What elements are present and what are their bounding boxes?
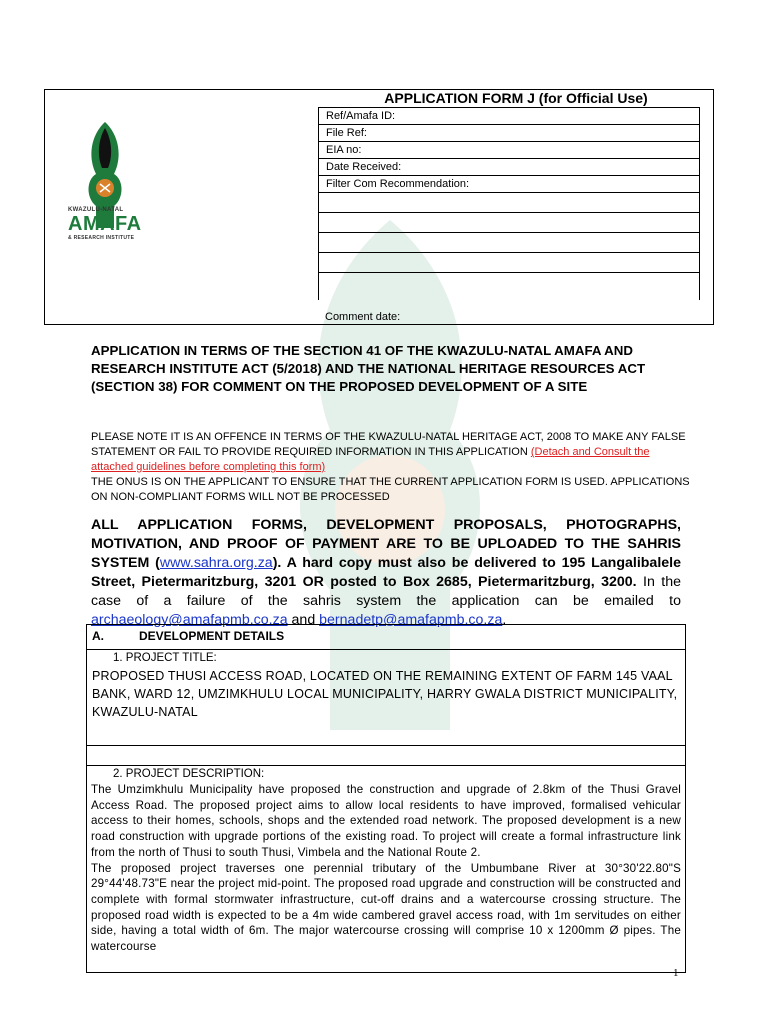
blank-row[interactable] xyxy=(319,212,700,232)
upload-instructions xyxy=(91,516,681,630)
blank-row[interactable] xyxy=(319,252,700,272)
spacer-row xyxy=(87,745,685,765)
application-heading: APPLICATION IN TERMS OF THE SECTION 41 OF THE KWAZULU-NATAL AMAFA AND RESEARCH INSTITUTE ACT (5/2018) AND THE NATIONAL HERITAGE RESOURCES ACT (SECTION 38) FOR COMMENT ON THE PROPOSED DEVELOPMENT OF A SITE xyxy=(91,343,646,394)
official-fields-table xyxy=(318,107,700,300)
blank-row[interactable] xyxy=(319,232,700,252)
project-description-cell xyxy=(87,765,685,972)
section-a-header xyxy=(87,625,685,649)
upload-plain-3: . xyxy=(502,612,507,628)
project-description-label: 2. PROJECT DESCRIPTION: xyxy=(113,768,265,780)
project-title-label: 1. PROJECT TITLE: xyxy=(113,652,217,664)
notice-text-1: PLEASE NOTE IT IS AN OFFENCE IN TERMS OF THE KWAZULU-NATAL HERITAGE ACT, 2008 TO MAKE ANY FALSE STATEMENT OR FAIL TO PROVIDE REQUIRED INFORMATION IN THIS APPLICATION xyxy=(91,431,686,458)
project-title-value[interactable]: PROPOSED THUSI ACCESS ROAD, LOCATED ON THE REMAINING EXTENT OF FARM 145 VAAL BANK, WARD 12, UMZIMKHULU LOCAL MUNICIPALITY, HARRY GWALA DISTRICT MUNICIPALITY, KWAZULU-NATAL xyxy=(92,669,678,719)
archaeology-email-link[interactable]: archaeology@amafapmb.co.za xyxy=(91,612,288,628)
logo-line-1: KWAZULU-NATAL xyxy=(68,207,124,213)
upload-plain-1: In the case of a failure of the sahris system the application can be emailed to xyxy=(91,574,681,609)
section-letter: A. xyxy=(92,629,104,643)
section-title: DEVELOPMENT DETAILS xyxy=(139,629,285,643)
blank-row[interactable] xyxy=(319,192,700,212)
upload-bold-2: ). A hard copy must also be delivered to 195 Langalibalele Street, Pietermaritzburg, 3201 OR posted to Box 2685, Pietermaritzburg, 3200. xyxy=(91,555,681,590)
logo-wordmark: AMAFA xyxy=(68,213,142,235)
filter-com-field[interactable]: Filter Com Recommendation: xyxy=(319,175,700,192)
comment-row[interactable] xyxy=(319,272,700,300)
project-title-cell xyxy=(87,649,685,745)
page-number: 1 xyxy=(673,967,679,979)
guidelines-link[interactable]: (Detach and Consult the attached guidelines before completing this form) xyxy=(91,446,650,473)
development-details-table xyxy=(86,624,686,973)
upload-bold-1: ALL APPLICATION FORMS, DEVELOPMENT PROPOSALS, PHOTOGRAPHS, MOTIVATION, AND PROOF OF PAYMENT ARE TO BE UPLOADED TO THE SAHRIS SYSTEM ( xyxy=(91,517,681,571)
project-description-value[interactable] xyxy=(91,782,681,955)
notice-text-2: THE ONUS IS ON THE APPLICANT TO ENSURE THAT THE CURRENT APPLICATION FORM IS USED. APPLICATIONS ON NON-COMPLIANT FORMS WILL NOT BE PROCESSED xyxy=(91,476,690,503)
description-paragraph: The proposed project traverses one perennial tributary of the Umbumbane River at 30°30'22.80"S 29°44'48.73"E near the project mid-point. The proposed road upgrade and construction will be constructed and complete with formal stormwater infrastructure, cut-off drains and a watercourse crossing structure. The proposed road width is expected to be a 4m wide cambered gravel access road, with 1m servitudes on either side, having a total width of 6m. The major watercourse crossing will comprise 10 x 1200mm Ø pipes. The watercourse xyxy=(91,861,681,954)
eia-no-field[interactable]: EIA no: xyxy=(319,141,700,158)
comment-date-label: Comment date: xyxy=(325,311,401,323)
offence-notice xyxy=(91,430,691,505)
bernadetp-email-link[interactable]: bernadetp@amafapmb.co.za xyxy=(319,612,503,628)
ref-amafa-id-field[interactable]: Ref/Amafa ID: xyxy=(319,107,700,124)
sahris-link[interactable]: www.sahra.org.za xyxy=(159,555,273,571)
logo-line-3: & RESEARCH INSTITUTE xyxy=(68,235,135,241)
date-received-field[interactable]: Date Received: xyxy=(319,158,700,175)
upload-plain-2: and xyxy=(287,612,320,628)
description-paragraph: The Umzimkhulu Municipality have proposed the construction and upgrade of 2.8km of the Thusi Gravel Access Road. The proposed project aims to allow local residents to have improved, formalised vehicular access to their homes, schools, shops and the extended road network. The proposed development is a new road construction with upgrade portions of the existing road. To project will create a formal infrastructure link from the north of Thusi to south Thusi, Vimbela and the National Route 2. xyxy=(91,783,681,859)
file-ref-field[interactable]: File Ref: xyxy=(319,124,700,141)
form-title: APPLICATION FORM J (for Official Use) xyxy=(384,90,648,106)
